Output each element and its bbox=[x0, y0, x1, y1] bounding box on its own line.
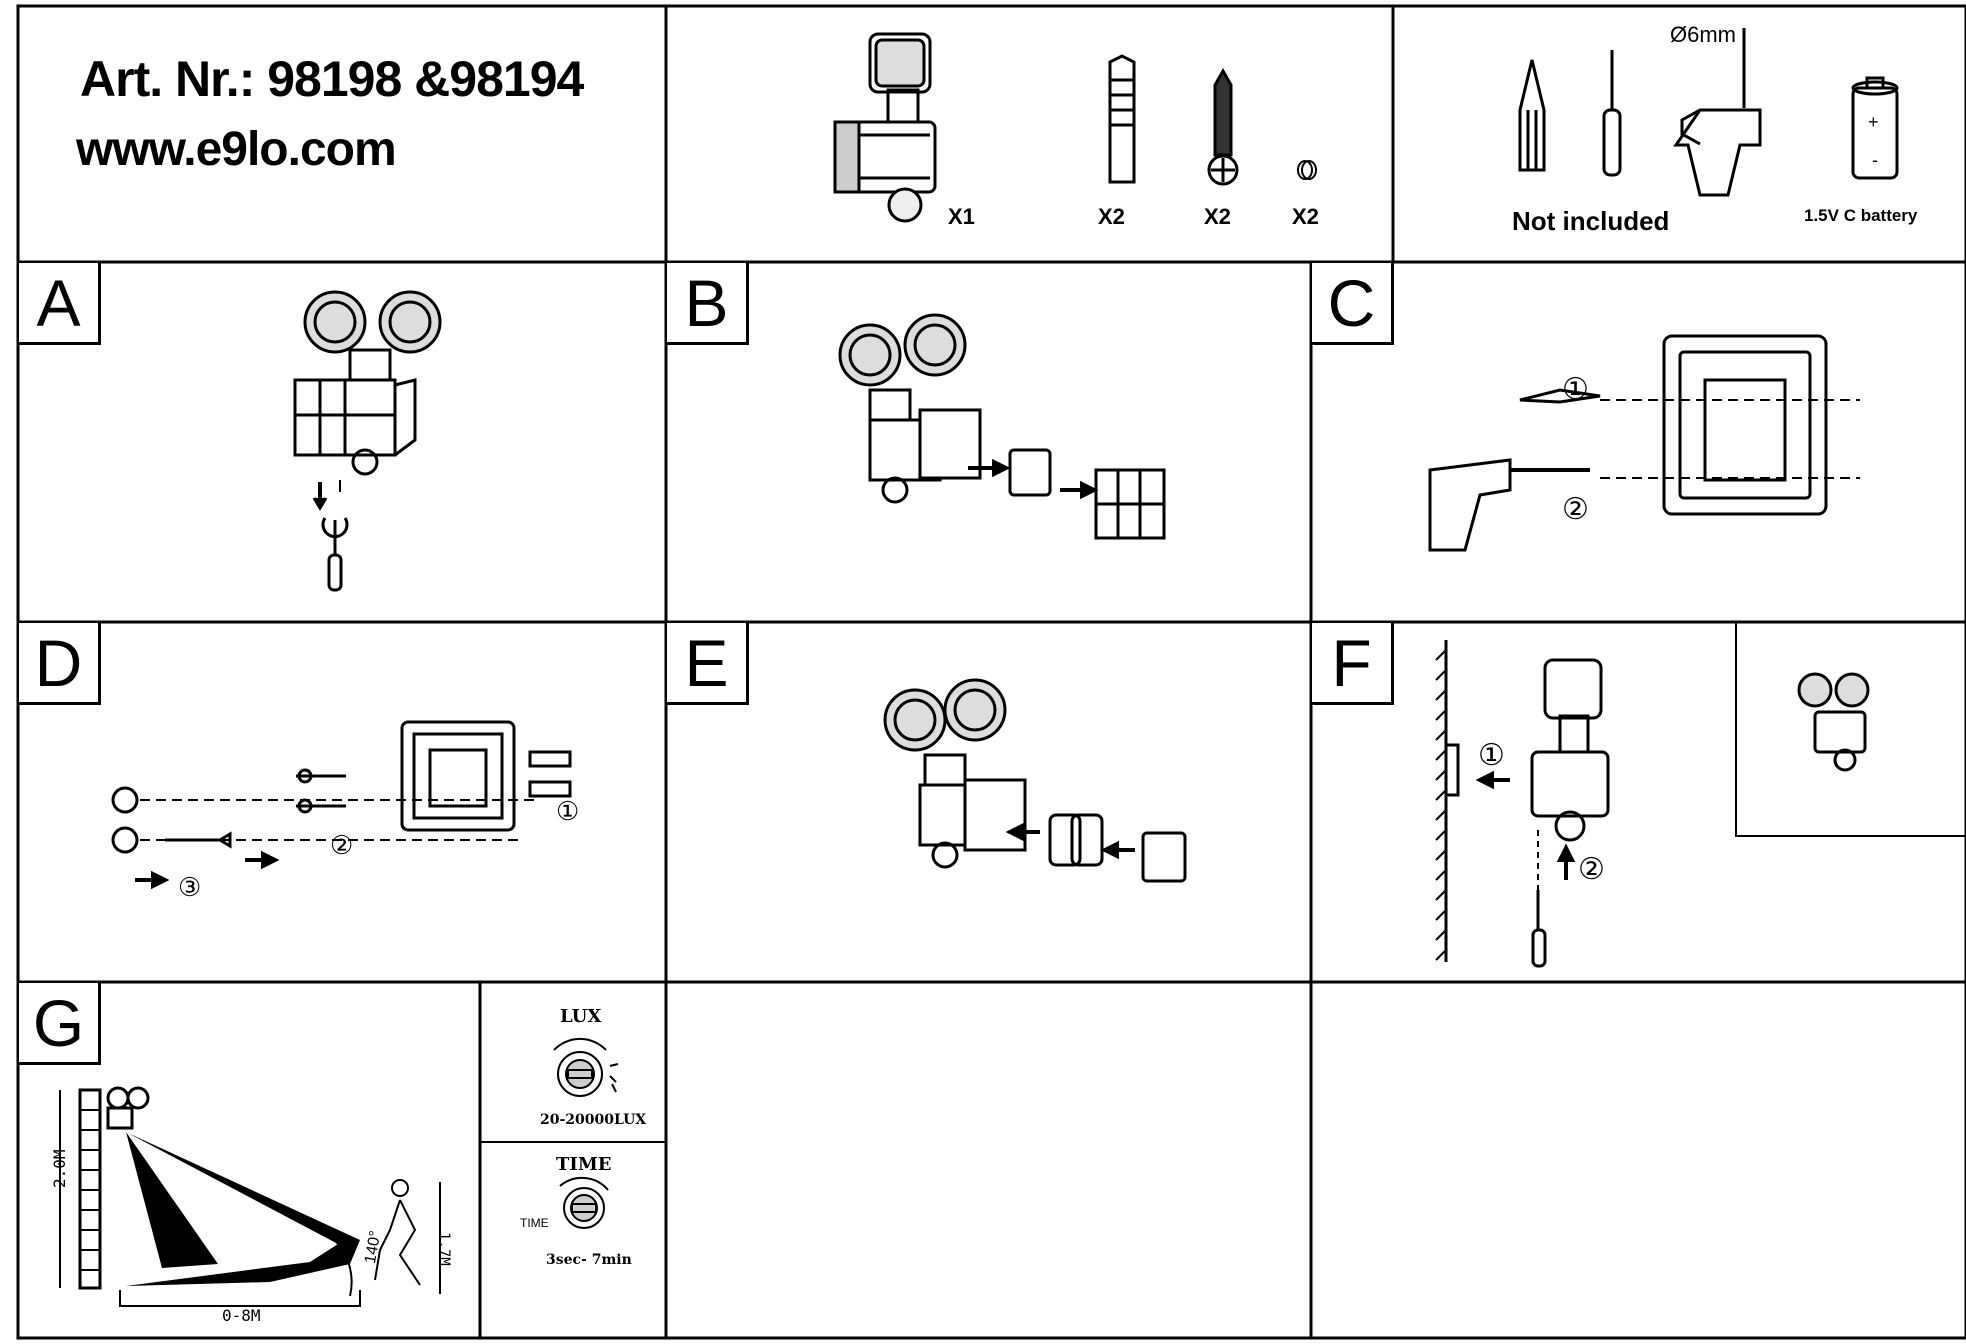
step-a-label: A bbox=[19, 263, 101, 345]
screw-quantity: X2 bbox=[1204, 204, 1231, 229]
person-height-label: 1.7M bbox=[436, 1232, 452, 1266]
battery-minus: - bbox=[1872, 150, 1878, 170]
step-c-callout-2: ② bbox=[1562, 493, 1589, 526]
detection-angle-label: 140° bbox=[362, 1229, 385, 1265]
website-url: www.e9lo.com bbox=[76, 123, 396, 176]
step-g-label: G bbox=[19, 983, 101, 1065]
time-dial-label: TIME bbox=[520, 1216, 549, 1230]
lux-title: LUX bbox=[560, 1006, 602, 1027]
time-title: TIME bbox=[556, 1154, 612, 1175]
cap-quantity: X2 bbox=[1292, 204, 1319, 229]
plug-quantity: X2 bbox=[1098, 204, 1125, 229]
step-d-callout-3: ③ bbox=[178, 872, 202, 902]
battery-label: 1.5V C battery bbox=[1804, 206, 1918, 225]
step-e-label: E bbox=[667, 623, 749, 705]
lamp-quantity: X1 bbox=[948, 204, 975, 229]
step-c-label: C bbox=[1312, 263, 1394, 345]
step-f-label: F bbox=[1312, 623, 1394, 705]
step-d-label: D bbox=[19, 623, 101, 705]
time-range: 3sec- 7min bbox=[546, 1252, 632, 1268]
time-dial-icon bbox=[560, 1178, 608, 1228]
step-d-callout-2: ② bbox=[330, 830, 354, 860]
lux-dial-icon bbox=[554, 1039, 618, 1096]
step-c-callout-1: ① bbox=[1562, 373, 1589, 406]
not-included-label: Not included bbox=[1512, 206, 1670, 236]
step-d-callout-1: ① bbox=[556, 796, 580, 826]
article-number: Art. Nr.: 98198 &98194 bbox=[80, 51, 584, 107]
step-f-callout-1: ① bbox=[1478, 739, 1505, 772]
detection-distance-label: 0-8M bbox=[222, 1306, 261, 1325]
step-f-callout-2: ② bbox=[1578, 853, 1605, 886]
step-b-label: B bbox=[667, 263, 749, 345]
drill-size-label: Ø6mm bbox=[1670, 22, 1736, 47]
lux-range: 20-20000LUX bbox=[540, 1112, 647, 1128]
battery-plus: + bbox=[1868, 112, 1879, 132]
mount-height-label: 2.0M bbox=[50, 1149, 69, 1188]
